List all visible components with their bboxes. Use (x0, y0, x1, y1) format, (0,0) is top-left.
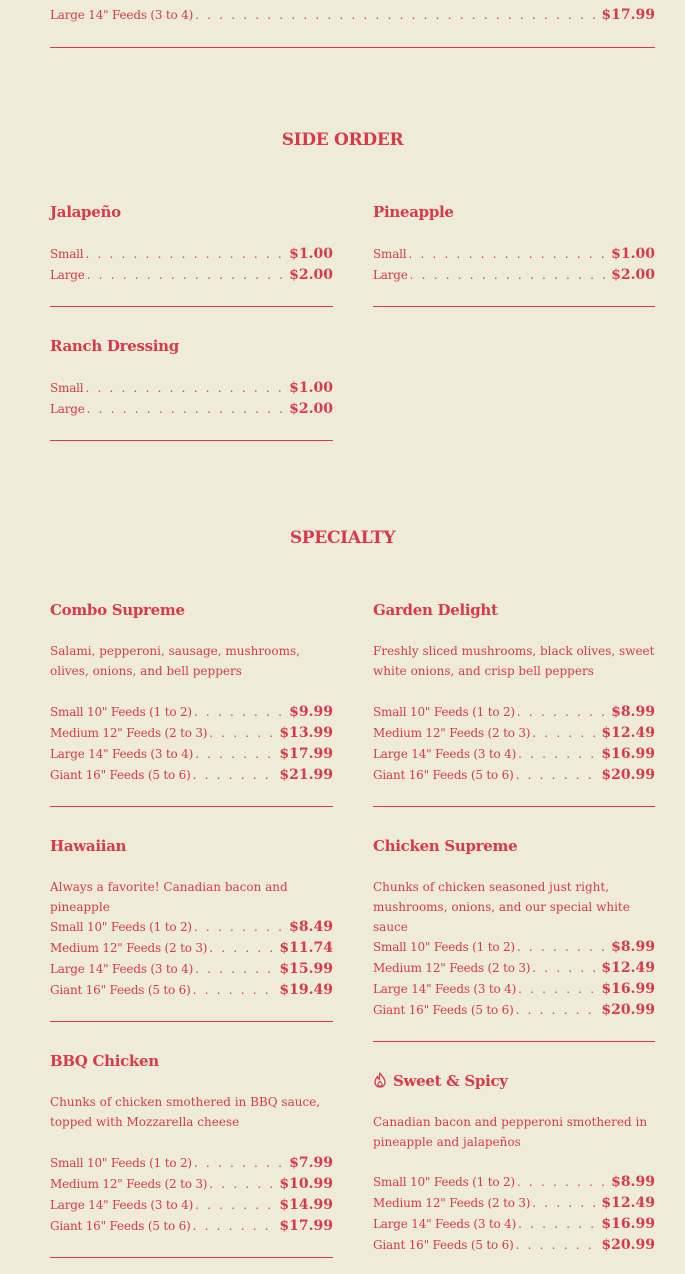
divider (373, 806, 655, 807)
price: $20.99 (601, 1002, 655, 1018)
price-row (50, 1154, 333, 1172)
price-row (373, 1236, 655, 1254)
size-label: Giant 16" Feeds (5 to 6) (50, 768, 191, 782)
price-row (50, 400, 333, 418)
dot-leader (195, 745, 278, 763)
section-title-specialty: SPECIALTY (289, 528, 396, 548)
item-description: Salami, pepperoni, sausage, mushrooms, olives, onions, and bell peppers (50, 644, 300, 678)
size-label: Small (50, 247, 84, 261)
price: $16.99 (601, 981, 655, 997)
section-title-side-order: SIDE ORDER (281, 130, 404, 150)
price-row (373, 724, 655, 742)
size-label: Large (373, 268, 408, 282)
price-row (373, 266, 655, 284)
price-row (373, 980, 655, 998)
size-label: Small 10" Feeds (1 to 2) (50, 1156, 192, 1170)
dot-leader (209, 939, 278, 957)
dot-leader (87, 400, 289, 418)
size-label: Small (50, 381, 84, 395)
size-label: Large 14" Feeds (3 to 4) (373, 747, 517, 761)
dot-leader (517, 703, 610, 721)
price-row (50, 245, 333, 263)
price: $17.99 (601, 7, 655, 23)
item-title-pineapple: Pineapple (373, 203, 454, 221)
price-row (50, 1217, 333, 1235)
price: $14.99 (279, 1197, 333, 1213)
size-label: Large 14" Feeds (3 to 4) (50, 1198, 194, 1212)
size-label: Large 14" Feeds (3 to 4) (50, 8, 194, 22)
dot-leader (194, 703, 288, 721)
dot-leader (193, 1217, 279, 1235)
dot-leader (85, 379, 288, 397)
price: $12.49 (601, 960, 655, 976)
size-label: Large 14" Feeds (3 to 4) (50, 962, 194, 976)
price-row (50, 1196, 333, 1214)
dot-leader (516, 1236, 601, 1254)
dot-leader (518, 745, 600, 763)
dot-leader (408, 245, 610, 263)
dot-leader (195, 960, 278, 978)
price-row (50, 918, 333, 936)
dot-leader (517, 1173, 610, 1191)
price: $7.99 (289, 1155, 333, 1171)
dot-leader (195, 1196, 278, 1214)
item-title-hawaiian: Hawaiian (50, 837, 127, 855)
item-description: Freshly sliced mushrooms, black olives, sweet white onions, and crisp bell peppers (373, 644, 655, 678)
dot-leader (410, 266, 611, 284)
price: $1.00 (611, 246, 655, 262)
item-title-combo-supreme: Combo Supreme (50, 601, 185, 619)
dot-leader (193, 981, 279, 999)
dot-leader (193, 766, 279, 784)
price: $16.99 (601, 1216, 655, 1232)
price: $8.49 (289, 919, 333, 935)
price-row (373, 959, 655, 977)
price: $15.99 (279, 961, 333, 977)
price-row (50, 766, 333, 784)
size-label: Medium 12" Feeds (2 to 3) (50, 1177, 208, 1191)
size-label: Medium 12" Feeds (2 to 3) (50, 941, 208, 955)
item-title-ranch-dressing: Ranch Dressing (50, 337, 179, 355)
price: $1.00 (289, 380, 333, 396)
dot-leader (85, 245, 288, 263)
divider (50, 806, 333, 807)
item-title-jalapeno: Jalapeño (50, 203, 121, 221)
divider (373, 306, 655, 307)
price-row (50, 1175, 333, 1193)
dot-leader (518, 1215, 600, 1233)
price-row (373, 1194, 655, 1212)
item-title-bbq-chicken: BBQ Chicken (50, 1052, 159, 1070)
dot-leader (209, 724, 278, 742)
price: $2.00 (611, 267, 655, 283)
price-row (50, 960, 333, 978)
price: $20.99 (601, 767, 655, 783)
size-label: Small 10" Feeds (1 to 2) (50, 920, 192, 934)
price-row (373, 745, 655, 763)
price: $19.49 (279, 982, 333, 998)
dot-leader (517, 938, 610, 956)
price-row (373, 245, 655, 263)
size-label: Large (50, 402, 85, 416)
price: $2.00 (289, 401, 333, 417)
dot-leader (209, 1175, 278, 1193)
size-label: Large 14" Feeds (3 to 4) (373, 1217, 517, 1231)
size-label: Giant 16" Feeds (5 to 6) (50, 983, 191, 997)
price: $8.99 (611, 939, 655, 955)
price-row (373, 1001, 655, 1019)
price-row (50, 379, 333, 397)
size-label: Medium 12" Feeds (2 to 3) (373, 961, 531, 975)
size-label: Medium 12" Feeds (2 to 3) (373, 1196, 531, 1210)
price-row (50, 981, 333, 999)
price-row (50, 6, 655, 24)
dot-leader (87, 266, 289, 284)
item-description: Chunks of chicken smothered in BBQ sauce, topped with Mozzarella cheese (50, 1095, 321, 1129)
size-label: Large 14" Feeds (3 to 4) (50, 747, 194, 761)
price-row (50, 703, 333, 721)
price-row (50, 939, 333, 957)
price-row (373, 1215, 655, 1233)
size-label: Small (373, 247, 407, 261)
dot-leader (194, 1154, 288, 1172)
price-row (373, 766, 655, 784)
divider (50, 1021, 333, 1022)
dot-leader (194, 918, 288, 936)
size-label: Giant 16" Feeds (5 to 6) (373, 768, 514, 782)
price: $17.99 (279, 746, 333, 762)
size-label: Small 10" Feeds (1 to 2) (50, 705, 192, 719)
divider (373, 1041, 655, 1042)
price: $21.99 (279, 767, 333, 783)
divider (50, 47, 655, 48)
item-title-text: Sweet & Spicy (393, 1072, 508, 1090)
price: $20.99 (601, 1237, 655, 1253)
price: $12.49 (601, 1195, 655, 1211)
price: $8.99 (611, 704, 655, 720)
size-label: Large (50, 268, 85, 282)
item-description: Chunks of chicken seasoned just right, mushrooms, onions, and our special white sauce (373, 880, 630, 934)
flame-icon (373, 1072, 387, 1088)
price: $10.99 (279, 1176, 333, 1192)
price: $11.74 (279, 940, 333, 956)
size-label: Small 10" Feeds (1 to 2) (373, 940, 515, 954)
dot-leader (516, 766, 601, 784)
size-label: Small 10" Feeds (1 to 2) (373, 1175, 515, 1189)
price: $2.00 (289, 267, 333, 283)
price: $9.99 (289, 704, 333, 720)
divider (50, 306, 333, 307)
price-row (373, 938, 655, 956)
price: $1.00 (289, 246, 333, 262)
divider (50, 440, 333, 441)
price: $12.49 (601, 725, 655, 741)
item-description: Always a favorite! Canadian bacon and pineapple (50, 880, 288, 914)
size-label: Medium 12" Feeds (2 to 3) (373, 726, 531, 740)
dot-leader (532, 1194, 600, 1212)
price: $8.99 (611, 1174, 655, 1190)
dot-leader (532, 959, 600, 977)
divider (50, 1257, 333, 1258)
price: $16.99 (601, 746, 655, 762)
size-label: Giant 16" Feeds (5 to 6) (50, 1219, 191, 1233)
dot-leader (516, 1001, 601, 1019)
price-row (50, 266, 333, 284)
price-row (50, 724, 333, 742)
price: $17.99 (279, 1218, 333, 1234)
price-row (50, 745, 333, 763)
dot-leader (195, 6, 600, 24)
item-title-chicken-supreme: Chicken Supreme (373, 837, 518, 855)
item-title-sweet-spicy (373, 1072, 508, 1090)
size-label: Giant 16" Feeds (5 to 6) (373, 1003, 514, 1017)
size-label: Small 10" Feeds (1 to 2) (373, 705, 515, 719)
dot-leader (518, 980, 600, 998)
size-label: Giant 16" Feeds (5 to 6) (373, 1238, 514, 1252)
price-row (373, 1173, 655, 1191)
item-title-garden-delight: Garden Delight (373, 601, 498, 619)
price: $13.99 (279, 725, 333, 741)
item-description: Canadian bacon and pepperoni smothered in pineapple and jalapeños (373, 1115, 648, 1149)
size-label: Medium 12" Feeds (2 to 3) (50, 726, 208, 740)
dot-leader (532, 724, 600, 742)
size-label: Large 14" Feeds (3 to 4) (373, 982, 517, 996)
price-row (373, 703, 655, 721)
